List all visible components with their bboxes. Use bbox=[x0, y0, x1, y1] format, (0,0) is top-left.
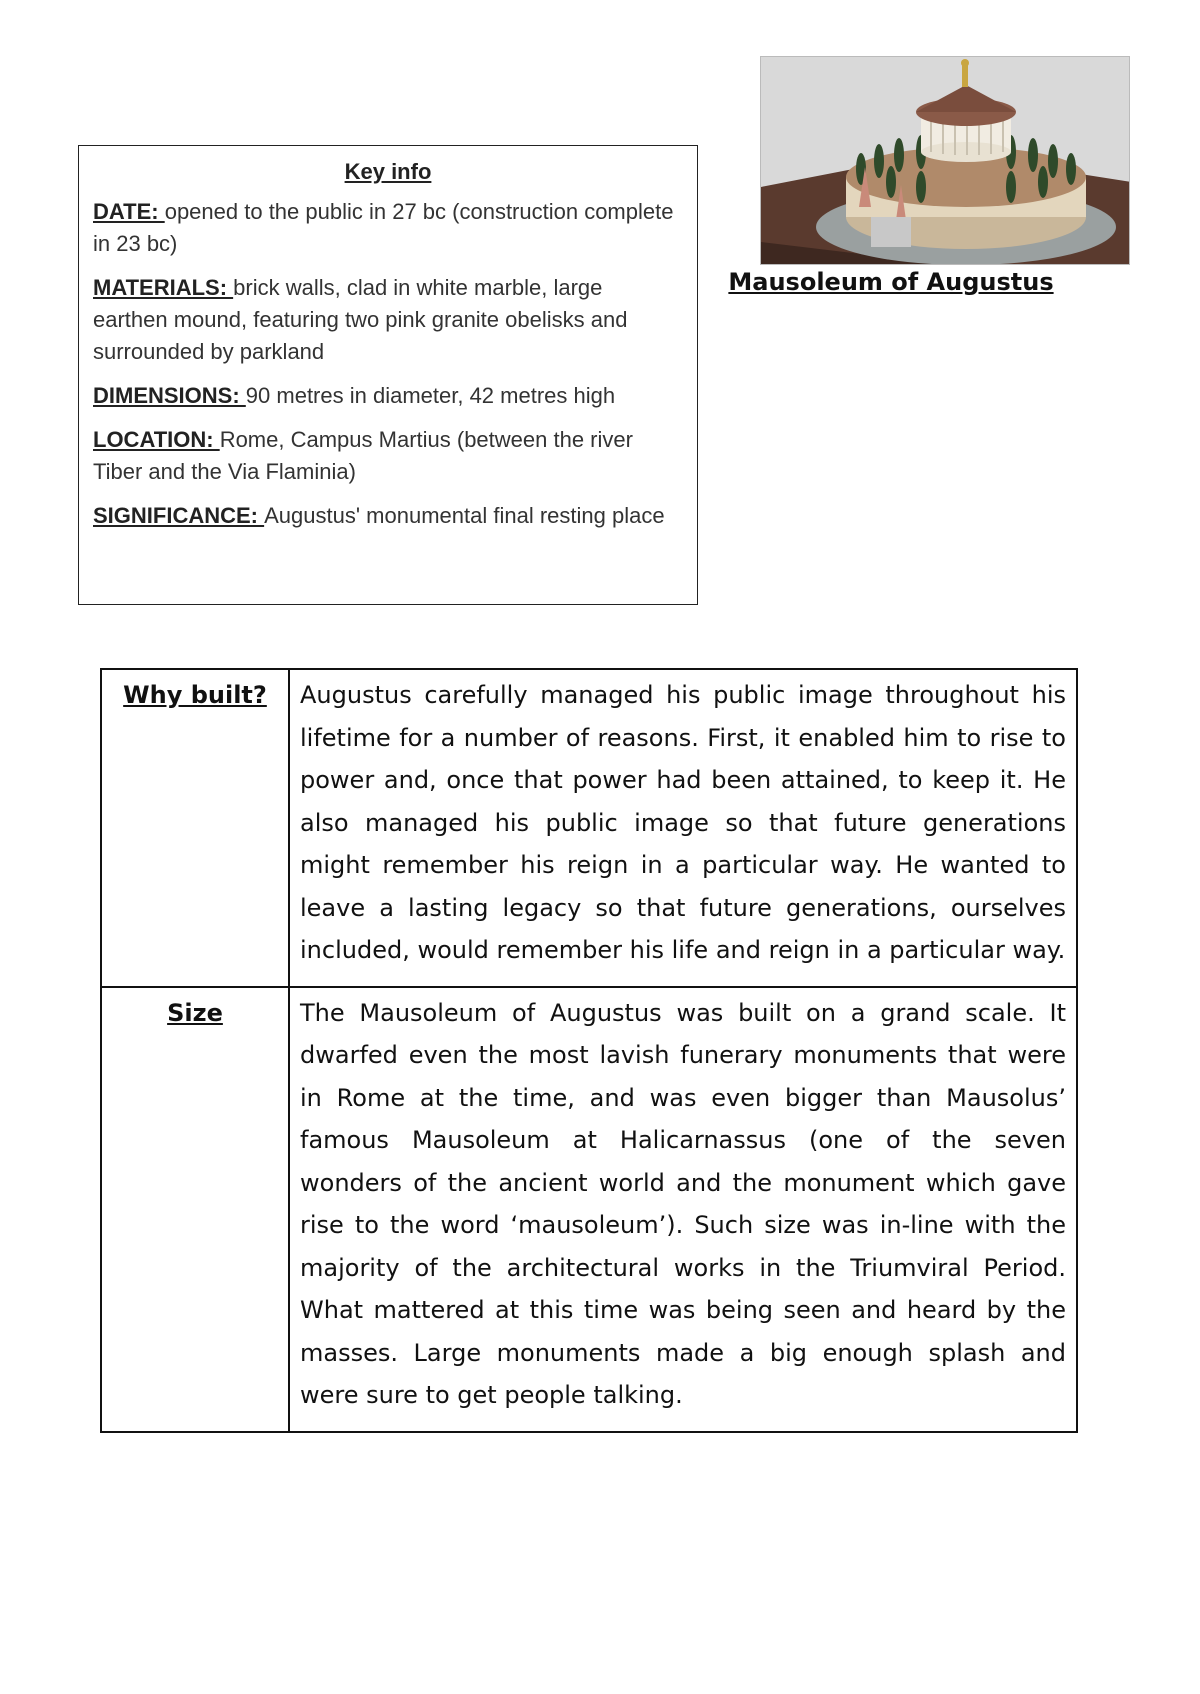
key-info-significance bbox=[93, 500, 683, 532]
row-heading-size: Size bbox=[101, 987, 289, 1432]
mausoleum-image bbox=[760, 56, 1130, 265]
table-row bbox=[101, 987, 1077, 1432]
key-info-box bbox=[78, 145, 698, 605]
key-info-title: Key info bbox=[344, 159, 432, 184]
row-text-why-built: Augustus carefully managed his public image throughout his lifetime for a number of reasons. First, it enabled him to rise to power and, once that power had been attained, to keep it. He also managed his public image so that future generations might remember his reign in a particular way. He wanted to leave a lasting legacy so that future generations, ourselves included, would remember his life and reign in a particular way. bbox=[289, 669, 1077, 987]
key-info-materials bbox=[93, 272, 683, 368]
image-caption: Mausoleum of Augustus bbox=[728, 268, 1054, 296]
key-info-label: DIMENSIONS: bbox=[93, 383, 246, 408]
key-info-label: LOCATION: bbox=[93, 427, 220, 452]
key-info-text: brick walls, clad in white marble, large earthen mound, featuring two pink granite obelisks and surrounded by parkland bbox=[93, 275, 628, 364]
key-info-text: 90 metres in diameter, 42 metres high bbox=[245, 383, 616, 408]
table-row bbox=[101, 669, 1077, 987]
key-info-text: Augustus' monumental final resting place bbox=[264, 503, 665, 528]
row-text-size: The Mausoleum of Augustus was built on a grand scale. It dwarfed even the most lavish funerary monuments that were in Rome at the time, and was even bigger than Mausolus’ famous Mausoleum at Halicarnassus (one of the seven wonders of the ancient world and the monument which gave rise to the word ‘mausoleum’). Such size was in-line with the majority of the architectural works in the Triumviral Period. What mattered at this time was being seen and heard by the masses. Large monuments made a big enough splash and were sure to get people talking. bbox=[289, 987, 1077, 1432]
key-info-text: opened to the public in 27 bc (construction complete in 23 bc) bbox=[93, 199, 674, 256]
info-table bbox=[100, 668, 1078, 1433]
key-info-text: Rome, Campus Martius (between the river Tiber and the Via Flaminia) bbox=[93, 427, 633, 484]
key-info-location bbox=[93, 424, 683, 488]
key-info-dimensions bbox=[93, 380, 683, 412]
key-info-label: DATE: bbox=[93, 199, 165, 224]
row-heading-why-built: Why built? bbox=[101, 669, 289, 987]
key-info-label: SIGNIFICANCE: bbox=[93, 503, 265, 528]
key-info-label: MATERIALS: bbox=[93, 275, 234, 300]
key-info-date bbox=[93, 196, 683, 260]
